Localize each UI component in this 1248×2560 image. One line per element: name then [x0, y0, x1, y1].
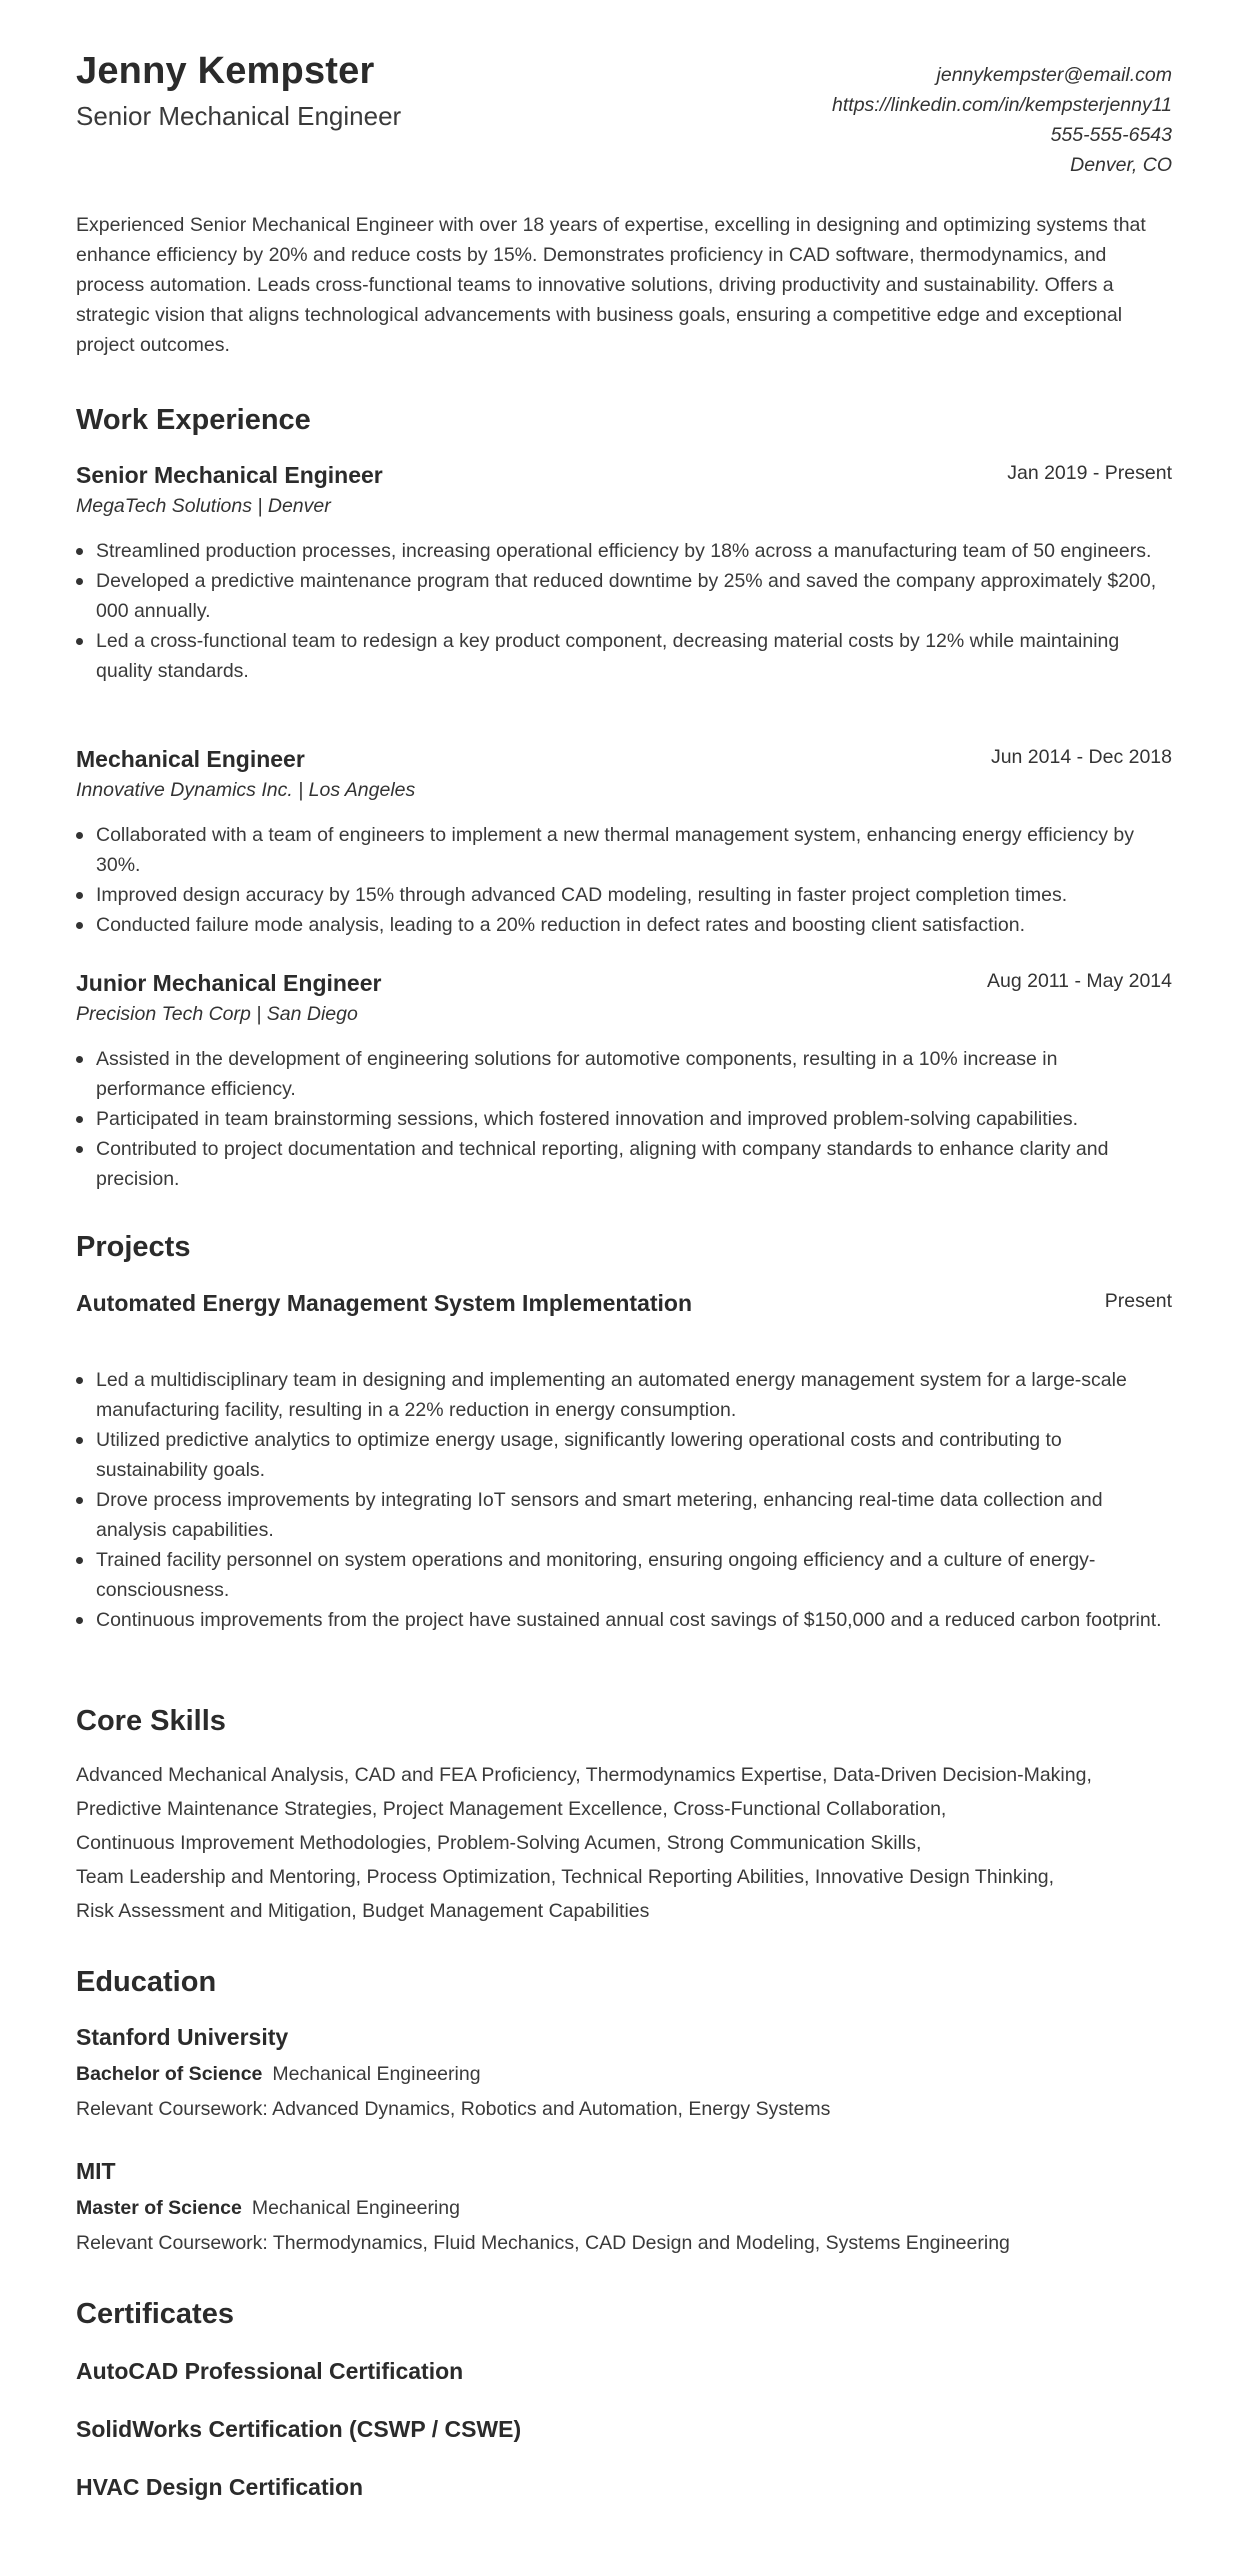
- section-title-core-skills: Core Skills: [76, 1705, 226, 1737]
- education-degree-line: [76, 2197, 1172, 2220]
- certificate-item: HVAC Design Certification: [76, 2474, 364, 2500]
- project-bullet: Trained facility personnel on system operations and monitoring, ensuring ongoing efficiency and a culture of energy-consciousness.: [96, 1545, 1172, 1605]
- job-dates: Jan 2019 - Present: [1007, 462, 1172, 484]
- job-bullet: Assisted in the development of engineering solutions for automotive components, resulting in a 10% increase in performance efficiency.: [96, 1044, 1172, 1104]
- job-bullet: Participated in team brainstorming sessions, which fostered innovation and improved problem-solving capabilities.: [96, 1104, 1172, 1134]
- job-company: Innovative Dynamics Inc. | Los Angeles: [76, 779, 416, 801]
- job-bullet: Streamlined production processes, increasing operational efficiency by 18% across a manufacturing team of 50 engineers.: [96, 536, 1172, 566]
- candidate-role: Senior Mechanical Engineer: [76, 101, 402, 131]
- skills-list: [76, 1758, 1172, 1928]
- job-bullet: Led a cross-functional team to redesign a key product component, decreasing material costs by 12% while maintaining quality standards.: [96, 626, 1172, 686]
- contact-info: [832, 60, 1172, 180]
- job-dates: Aug 2011 - May 2014: [986, 970, 1172, 992]
- education-field: Mechanical Engineering: [272, 2063, 481, 2085]
- education-entry: [76, 2158, 1172, 2255]
- job-bullet: Conducted failure mode analysis, leading to a 20% reduction in defect rates and boosting client satisfaction.: [96, 910, 1172, 940]
- job-dates: Jun 2014 - Dec 2018: [990, 746, 1172, 768]
- education-coursework: Relevant Coursework: Advanced Dynamics, Robotics and Automation, Energy Systems: [76, 2098, 831, 2120]
- job-bullets: [76, 820, 1172, 940]
- job-bullets: [76, 1044, 1172, 1194]
- project-title: Automated Energy Management System Implementation: [76, 1290, 693, 1316]
- project-dates: Present: [1104, 1290, 1172, 1312]
- education-field: Mechanical Engineering: [251, 2197, 460, 2219]
- project-bullet: Led a multidisciplinary team in designing and implementing an automated energy management system for a large-scale manufacturing facility, resulting in a 22% reduction in energy consumption.: [96, 1365, 1172, 1425]
- job-bullet: Collaborated with a team of engineers to implement a new thermal management system, enhancing energy efficiency by 30%.: [96, 820, 1172, 880]
- job-entry: [76, 746, 1172, 940]
- certificate-item: SolidWorks Certification (CSWP / CSWE): [76, 2416, 522, 2442]
- skills-line: Predictive Maintenance Strategies, Project Management Excellence, Cross-Functional Collaboration,: [76, 1798, 947, 1820]
- education-entry: [76, 2024, 1172, 2121]
- section-title-projects: Projects: [76, 1231, 191, 1263]
- contact-linkedin: https://linkedin.com/in/kempsterjenny11: [832, 94, 1172, 116]
- education-school: Stanford University: [76, 2024, 289, 2050]
- professional-summary: Experienced Senior Mechanical Engineer with over 18 years of expertise, excelling in designing and optimizing systems that enhance efficiency by 20% and reduce costs by 15%. Demonstrates proficiency in CAD software, thermodynamics, and process automation. Leads cross-functional teams to innovative solutions, driving productivity and sustainability. Offers a strategic vision that aligns technological advancements with business goals, ensuring a competitive edge and exceptional project outcomes.: [76, 214, 1146, 356]
- education-degree-line: [76, 2063, 1172, 2086]
- contact-email: jennykempster@email.com: [936, 64, 1172, 86]
- resume-header: [76, 0, 1172, 180]
- project-bullet: Continuous improvements from the project have sustained annual cost savings of $150,000 and a reduced carbon footprint.: [96, 1605, 1172, 1635]
- section-title-certificates: Certificates: [76, 2298, 234, 2330]
- job-bullet: Contributed to project documentation and technical reporting, aligning with company standards to enhance clarity and precision.: [96, 1134, 1172, 1194]
- project-bullet: Utilized predictive analytics to optimize energy usage, significantly lowering operational costs and contributing to sustainability goals.: [96, 1425, 1172, 1485]
- job-entry: [76, 970, 1172, 1194]
- job-bullets: [76, 536, 1172, 686]
- job-title: Mechanical Engineer: [76, 746, 305, 772]
- project-bullet: Drove process improvements by integrating IoT sensors and smart metering, enhancing real-time data collection and analysis capabilities.: [96, 1485, 1172, 1545]
- skills-line: Risk Assessment and Mitigation, Budget Management Capabilities: [76, 1900, 650, 1922]
- job-title: Junior Mechanical Engineer: [76, 970, 382, 996]
- education-school: MIT: [76, 2158, 116, 2184]
- job-company: MegaTech Solutions | Denver: [76, 495, 331, 517]
- contact-phone: 555-555-6543: [1050, 124, 1172, 146]
- section-title-work-experience: Work Experience: [76, 404, 311, 436]
- job-title: Senior Mechanical Engineer: [76, 462, 383, 488]
- education-degree: Bachelor of Science: [76, 2063, 263, 2085]
- contact-location: Denver, CO: [1070, 154, 1172, 176]
- education-coursework: Relevant Coursework: Thermodynamics, Fluid Mechanics, CAD Design and Modeling, Systems Engineering: [76, 2232, 1010, 2254]
- job-company: Precision Tech Corp | San Diego: [76, 1003, 358, 1025]
- project-entry: [76, 1290, 1172, 1635]
- section-title-education: Education: [76, 1966, 217, 1998]
- job-bullet: Improved design accuracy by 15% through advanced CAD modeling, resulting in faster project completion times.: [96, 880, 1172, 910]
- job-entry: [76, 462, 1172, 686]
- certificate-item: AutoCAD Professional Certification: [76, 2358, 464, 2384]
- candidate-name: Jenny Kempster: [76, 50, 375, 92]
- skills-line: Continuous Improvement Methodologies, Problem-Solving Acumen, Strong Communication Skills,: [76, 1832, 922, 1854]
- education-degree: Master of Science: [76, 2197, 242, 2219]
- skills-line: Advanced Mechanical Analysis, CAD and FEA Proficiency, Thermodynamics Expertise, Data-Driven Decision-Making,: [76, 1764, 1092, 1786]
- project-bullets: [76, 1365, 1172, 1635]
- skills-line: Team Leadership and Mentoring, Process Optimization, Technical Reporting Abilities, Innovative Design Thinking,: [76, 1866, 1055, 1888]
- job-bullet: Developed a predictive maintenance program that reduced downtime by 25% and saved the company approximately $200, 000 annually.: [96, 566, 1172, 626]
